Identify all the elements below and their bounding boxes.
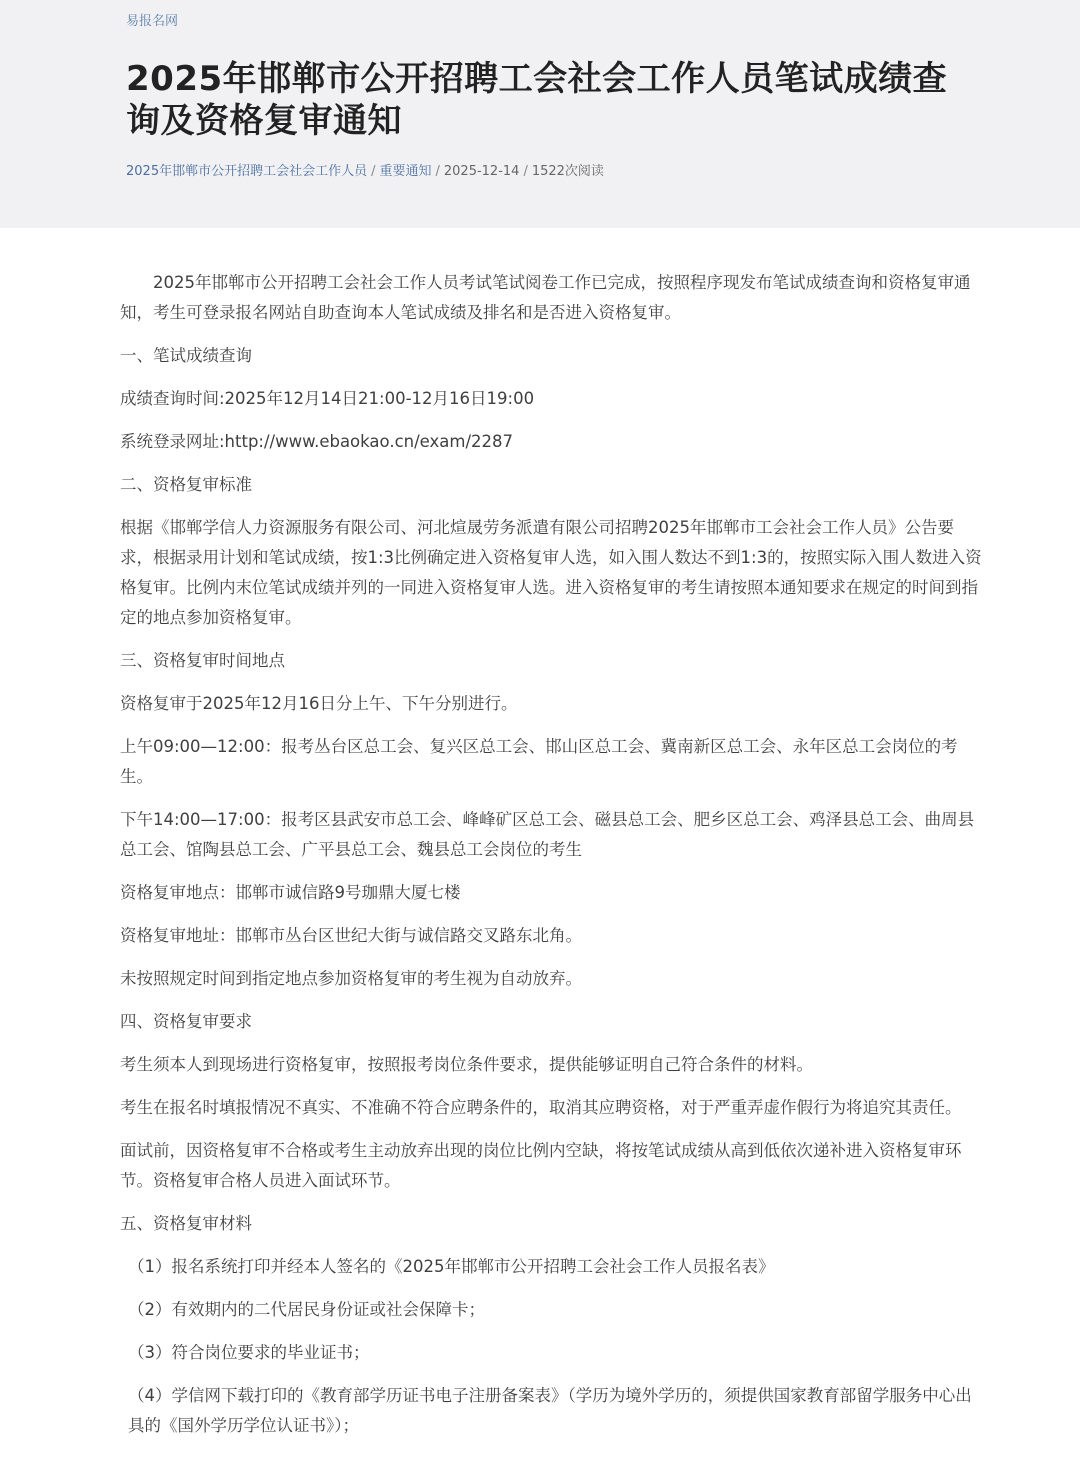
paragraph: 面试前，因资格复审不合格或考生主动放弃出现的岗位比例内空缺，将按笔试成绩从高到低依次递补进入资格复审环节。资格复审合格人员进入面试环节。 (120, 1141, 962, 1190)
meta-separator: / (523, 164, 528, 179)
tag-link[interactable]: 重要通知 (379, 164, 432, 179)
material-item: （3）符合岗位要求的毕业证书； (128, 1343, 370, 1362)
section-heading: 四、资格复审要求 (120, 1012, 252, 1031)
intro-paragraph: 2025年邯郸市公开招聘工会社会工作人员考试笔试阅卷工作已完成，按照程序现发布笔试成绩查询和资格复审通知，考生可登录报名网站自助查询本人笔试成绩及排名和是否进入资格复审。 (120, 273, 971, 322)
article-header (0, 0, 1080, 228)
section-heading: 一、笔试成绩查询 (120, 346, 252, 365)
section-heading: 二、资格复审标准 (120, 475, 252, 494)
view-count: 1522次阅读 (531, 164, 604, 179)
material-item: （1）报名系统打印并经本人签名的《2025年邯郸市公开招聘工会社会工作人员报名表》 (128, 1257, 775, 1276)
article-meta (126, 162, 954, 182)
publish-date: 2025-12-14 (443, 164, 520, 179)
paragraph: 考生在报名时填报情况不真实、不准确不符合应聘条件的，取消其应聘资格，对于严重弄虚作假行为将追究其责任。 (120, 1098, 962, 1117)
article-body (0, 228, 1080, 1441)
paragraph: 资格复审地址：邯郸市丛台区世纪大街与诚信路交叉路东北角。 (120, 926, 582, 945)
section-heading: 五、资格复审材料 (120, 1214, 252, 1233)
paragraph: 未按照规定时间到指定地点参加资格复审的考生视为自动放弃。 (120, 969, 582, 988)
paragraph: 上午09:00—12:00：报考丛台区总工会、复兴区总工会、邯山区总工会、冀南新区总工会、永年区总工会岗位的考生。 (120, 737, 958, 786)
section-heading: 三、资格复审时间地点 (120, 651, 285, 670)
paragraph: 下午14:00—17:00：报考区县武安市总工会、峰峰矿区总工会、磁县总工会、肥乡区总工会、鸡泽县总工会、曲周县总工会、馆陶县总工会、广平县总工会、魏县总工会岗位的考生 (120, 810, 975, 859)
article-title: 2025年邯郸市公开招聘工会社会工作人员笔试成绩查询及资格复审通知 (126, 59, 948, 141)
paragraph: 根据《邯郸学信人力资源服务有限公司、河北煊晟劳务派遣有限公司招聘2025年邯郸市工会社会工作人员》公告要求，根据录用计划和笔试成绩，按1:3比例确定进入资格复审人选，如入围人数达不到1:3的，按照实际入围人数进入资格复审。比例内末位笔试成绩并列的一同进入资格复审人选。进入资格复审的考生请按照本通知要求在规定的时间到指定的地点参加资格复审。 (120, 518, 982, 627)
paragraph: 考生须本人到现场进行资格复审，按照报考岗位条件要求，提供能够证明自己符合条件的材料。 (120, 1055, 813, 1074)
material-item: （4）学信网下载打印的《教育部学历证书电子注册备案表》（学历为境外学历的，须提供国家教育部留学服务中心出具的《国外学历学位认证书》）； (128, 1386, 972, 1435)
paragraph: 成绩查询时间:2025年12月14日21:00-12月16日19:00 (120, 389, 535, 408)
category-link[interactable]: 2025年邯郸市公开招聘工会社会工作人员 (126, 164, 368, 179)
meta-separator: / (435, 164, 440, 179)
meta-separator: / (371, 164, 376, 179)
paragraph: 资格复审地点：邯郸市诚信路9号珈鼎大厦七楼 (120, 883, 461, 902)
site-brand-link[interactable]: 易报名网 (126, 14, 179, 29)
paragraph: 系统登录网址:http://www.ebaokao.cn/exam/2287 (120, 432, 514, 451)
material-item: （2）有效期内的二代居民身份证或社会保障卡； (128, 1300, 485, 1319)
paragraph: 资格复审于2025年12月16日分上午、下午分别进行。 (120, 694, 518, 713)
